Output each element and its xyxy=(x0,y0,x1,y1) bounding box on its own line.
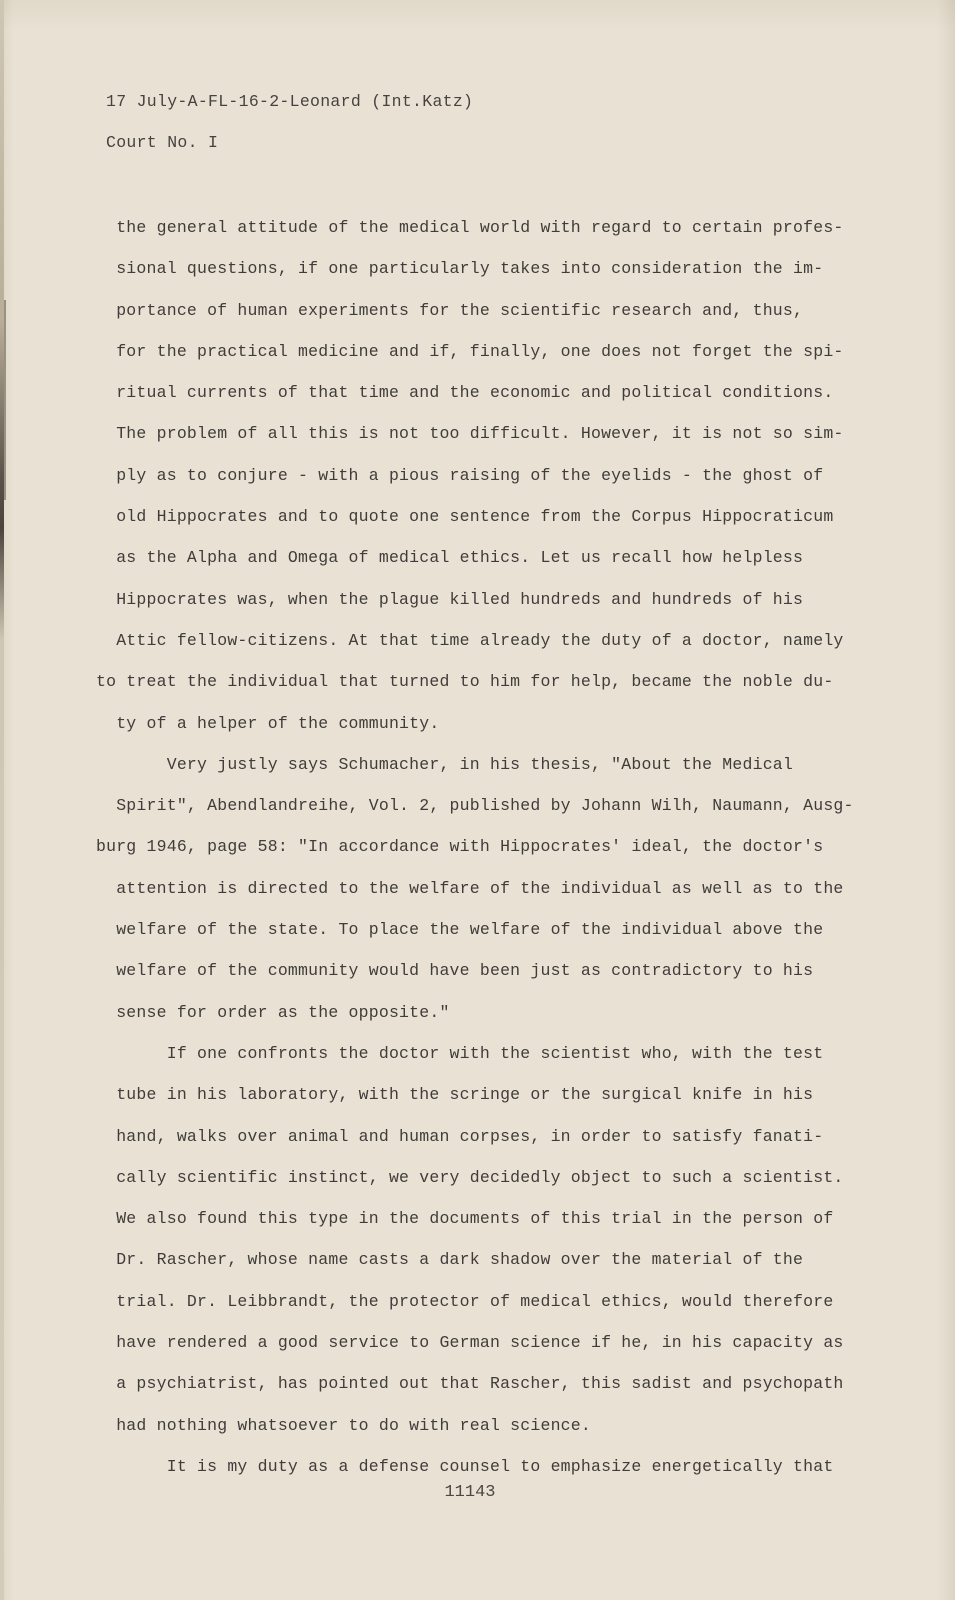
text-line: to treat the individual that turned to him for help, became the noble du- xyxy=(96,672,834,692)
text-line: portance of human experiments for the scientific research and, thus, xyxy=(96,300,804,320)
text-line: Hippocrates was, when the plague killed hundreds and hundreds of his xyxy=(96,589,804,609)
text-line: the general attitude of the medical world with regard to certain profes- xyxy=(96,218,844,237)
text-line: ritual currents of that time and the economic and political conditions. xyxy=(96,383,834,403)
text-line: Very justly says Schumacher, in his thesis, "About the Medical xyxy=(96,754,794,774)
text-line: sense for order as the opposite." xyxy=(96,1002,450,1022)
text-line: It is my duty as a defense counsel to emphasize energetically that xyxy=(96,1456,834,1476)
text-line: Spirit", Abendlandreihe, Vol. 2, published by Johann Wilh, Naumann, Ausg- xyxy=(96,796,854,816)
text-line: ply as to conjure - with a pious raising of the eyelids - the ghost of xyxy=(96,465,824,485)
text-line: burg 1946, page 58: "In accordance with Hippocrates' ideal, the doctor's xyxy=(96,837,824,857)
text-line: trial. Dr. Leibbrandt, the protector of medical ethics, would therefore xyxy=(96,1291,834,1311)
binding-mark xyxy=(4,300,6,500)
binding-edge xyxy=(0,0,4,1600)
text-line: Attic fellow-citizens. At that time already the duty of a doctor, namely xyxy=(96,630,844,650)
text-line: Dr. Rascher, whose name casts a dark shadow over the material of the xyxy=(96,1250,804,1270)
text-line: have rendered a good service to German science if he, in his capacity as xyxy=(96,1333,844,1353)
text-line: as the Alpha and Omega of medical ethics. Let us recall how helpless xyxy=(96,548,804,568)
document-reference: 17 July-A-FL-16-2-Leonard (Int.Katz) xyxy=(106,92,474,111)
text-line: ty of a helper of the community. xyxy=(96,713,440,733)
text-line: sional questions, if one particularly takes into consideration the im- xyxy=(96,259,824,279)
text-line: We also found this type in the documents of this trial in the person of xyxy=(96,1209,834,1229)
text-line: cally scientific instinct, we very decidedly object to such a scientist. xyxy=(96,1167,844,1187)
text-line: The problem of all this is not too difficult. However, it is not so sim- xyxy=(96,424,844,444)
text-line: a psychiatrist, has pointed out that Rascher, this sadist and psychopath xyxy=(96,1374,844,1394)
text-line: attention is directed to the welfare of the individual as well as to the xyxy=(96,878,844,898)
court-number: Court No. I xyxy=(106,133,219,152)
text-line: for the practical medicine and if, finally, one does not forget the spi- xyxy=(96,341,844,361)
text-line: If one confronts the doctor with the scientist who, with the test xyxy=(96,1043,824,1063)
text-line: hand, walks over animal and human corpses, in order to satisfy fanati- xyxy=(96,1126,824,1146)
body-text xyxy=(96,207,866,1487)
text-line: had nothing whatsoever to do with real science. xyxy=(96,1415,591,1435)
text-line: tube in his laboratory, with the scringe or the surgical knife in his xyxy=(96,1085,814,1105)
text-line: welfare of the state. To place the welfare of the individual above the xyxy=(96,920,824,940)
text-line: old Hippocrates and to quote one sentence from the Corpus Hippocraticum xyxy=(96,507,834,527)
text-line: welfare of the community would have been just as contradictory to his xyxy=(96,961,814,981)
page-number: 11143 xyxy=(444,1483,496,1502)
